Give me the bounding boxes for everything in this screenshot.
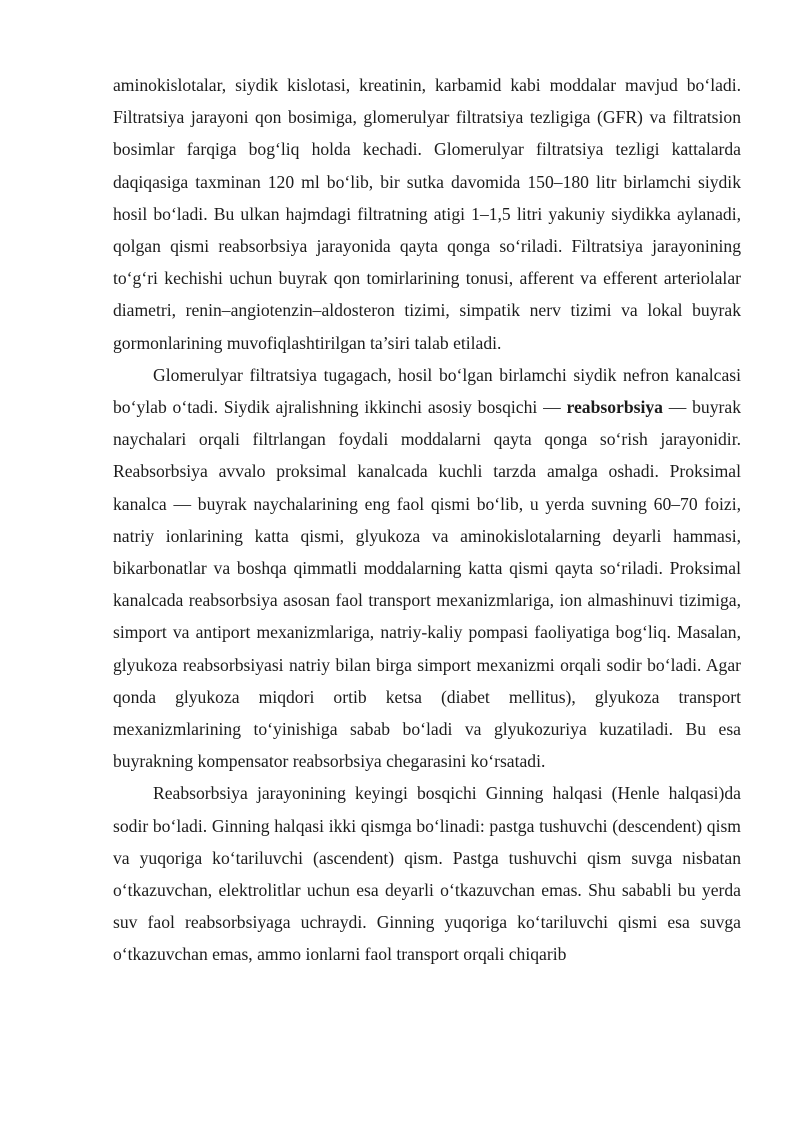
paragraph-reabsorption — [113, 359, 741, 778]
paragraph-reabsorption-body: — buyrak naychalari orqali filtrlangan foydali moddalarni qayta qonga so‘rish jarayonidir. Reabsorbsiya avvalo proksimal kanalcada kuchli tarzda amalga oshadi. Proksimal kanalca — buyrak naychalarining eng faol qismi bo‘lib, u yerda suvning 60–70 foizi, natriy ionlarining katta qismi, glyukoza va aminokislotalarning deyarli hammasi, bikarbonatlar va boshqa qimmatli moddalarning katta qismi qayta so‘riladi. Proksimal kanalcada reabsorbsiya asosan faol transport mexanizmlariga, ion almashinuvi tizimiga, simport va antiport mexanizmlariga, natriy-kaliy pompasi faoliyatiga bog‘liq. Masalan, glyukoza reabsorbsiyasi natriy bilan birga simport mexanizmi orqali sodir bo‘ladi. Agar qonda glyukoza miqdori ortib ketsa (diabet mellitus), glyukoza transport mexanizmlarining to‘yinishiga sabab bo‘ladi va glyukozuriya kuzatiladi. Bu esa buyrakning kompensator reabsorbsiya chegarasini ko‘rsatadi. — [113, 397, 741, 772]
document-page — [113, 69, 741, 971]
term-reabsorbsiya: reabsorbsiya — [566, 397, 663, 418]
paragraph-henle-loop: Reabsorbsiya jarayonining keyingi bosqichi Ginning halqasi (Henle halqasi)da sodir bo‘ladi. Ginning halqasi ikki qismga bo‘linadi: pastga tushuvchi (descendent) qism va yuqoriga ko‘tariluvchi (ascendent) qism. Pastga tushuvchi qism suvga nisbatan o‘tkazuvchan, elektrolitlar uchun esa deyarli o‘tkazuvchan emas. Shu sababli bu yerda suv faol reabsorbsiyaga uchraydi. Ginning yuqoriga ko‘tariluvchi qismi esa suvga o‘tkazuvchan emas, ammo ionlarni faol transport orqali chiqarib — [113, 783, 741, 965]
paragraph-reabsorption-intro: Glomerulyar filtratsiya tugagach, hosil bo‘lgan birlamchi siydik nefron kanalcasi bo‘ylab o‘tadi. Siydik ajralishning ikkinchi asosiy bosqichi — — [113, 364, 741, 418]
paragraph-filtration: aminokislotalar, siydik kislotasi, kreatinin, karbamid kabi moddalar mavjud bo‘ladi. Filtratsiya jarayoni qon bosimiga, glomerulyar filtratsiya tezligiga (GFR) va filtratsion bosimlar farqiga bog‘liq holda kechadi. Glomerulyar filtratsiya tezligi kattalarda daqiqasiga taxminan 120 ml bo‘lib, bir sutka davomida 150–180 litr birlamchi siydik hosil bo‘ladi. Bu ulkan hajmdagi filtratning atigi 1–1,5 litri yakuniy siydikka aylanadi, qolgan qismi reabsorbsiya jarayonida qayta qonga so‘riladi. Filtratsiya jarayonining to‘g‘ri kechishi uchun buyrak qon tomirlarining tonusi, afferent va efferent arteriolalar diametri, renin–angiotenzin–aldosteron tizimi, simpatik nerv tizimi va lokal buyrak gormonlarining muvofiqlashtirilgan ta’siri talab etiladi. — [113, 75, 741, 353]
